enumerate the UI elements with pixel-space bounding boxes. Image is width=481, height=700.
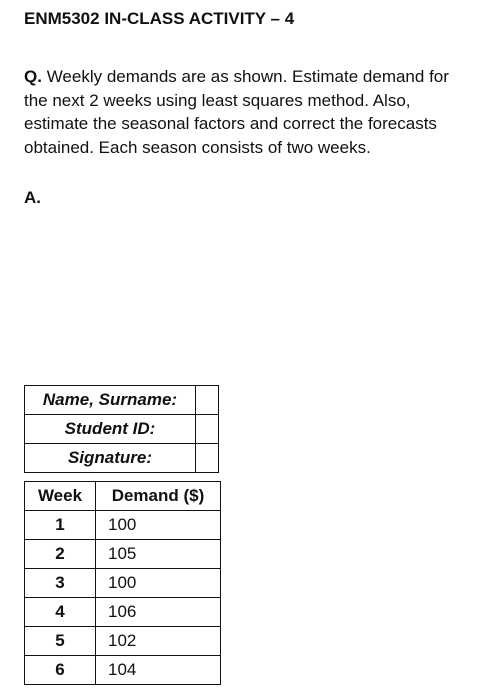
demand-cell: 104: [96, 656, 221, 685]
table-row: [25, 598, 221, 627]
demand-cell: 100: [96, 569, 221, 598]
weekly-demand-table: [24, 481, 221, 685]
demand-cell: 100: [96, 511, 221, 540]
demand-cell: 105: [96, 540, 221, 569]
student-info-table: [24, 385, 219, 473]
question-text: Weekly demands are as shown. Estimate demand for the next 2 weeks using least squares method. Also, estimate the seasonal factors and correct the forecasts obtained. Each season consists of two weeks.: [24, 67, 449, 157]
signature-field[interactable]: [196, 444, 219, 473]
demand-column-header: Demand ($): [96, 482, 221, 511]
student-id-label: Student ID:: [25, 415, 196, 444]
info-row-student-id: [25, 415, 219, 444]
student-id-field[interactable]: [196, 415, 219, 444]
demand-cell: 102: [96, 627, 221, 656]
table-row: [25, 656, 221, 685]
signature-label: Signature:: [25, 444, 196, 473]
document-title: ENM5302 IN-CLASS ACTIVITY – 4: [24, 9, 295, 28]
name-surname-label: Name, Surname:: [25, 386, 196, 415]
week-cell: 4: [25, 598, 96, 627]
table-row: [25, 627, 221, 656]
info-row-signature: [25, 444, 219, 473]
question-block: [24, 65, 464, 159]
table-row: [25, 511, 221, 540]
week-cell: 2: [25, 540, 96, 569]
answer-label: A.: [24, 188, 41, 207]
week-cell: 3: [25, 569, 96, 598]
table-row: [25, 569, 221, 598]
demand-cell: 106: [96, 598, 221, 627]
week-column-header: Week: [25, 482, 96, 511]
info-row-name: [25, 386, 219, 415]
table-row: [25, 540, 221, 569]
table-header-row: [25, 482, 221, 511]
week-cell: 1: [25, 511, 96, 540]
week-cell: 5: [25, 627, 96, 656]
question-label: Q.: [24, 67, 42, 86]
name-surname-field[interactable]: [196, 386, 219, 415]
week-cell: 6: [25, 656, 96, 685]
